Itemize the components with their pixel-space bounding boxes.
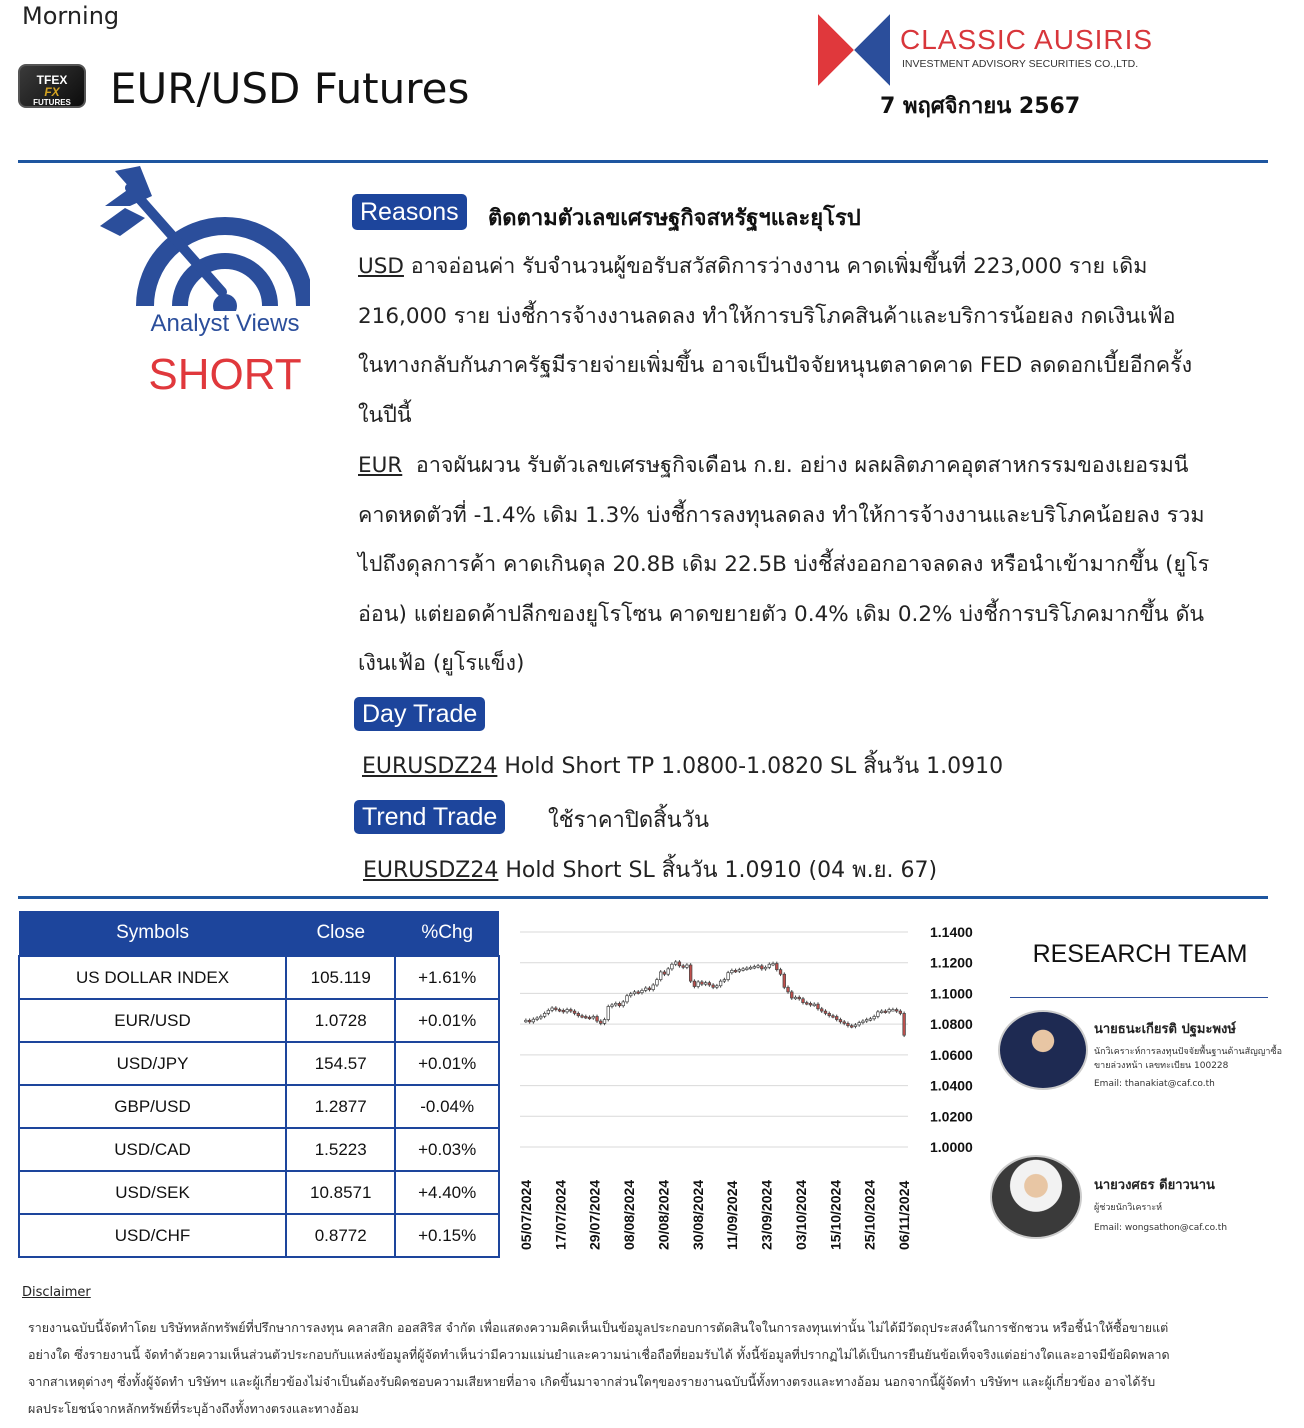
member-1-email: Email: thanakiat@caf.co.th xyxy=(1094,1079,1215,1089)
candle xyxy=(584,1016,587,1018)
trend-trade-text: Hold Short SL สิ้นวัน 1.0910 (04 พ.ย. 67) xyxy=(498,858,938,883)
x-tick-label: 29/07/2024 xyxy=(586,1179,603,1250)
candle xyxy=(749,967,752,969)
usd-reason xyxy=(358,242,1258,440)
eur-line-3: ไปถึงดุลการค้า คาดเกินดุล 20.8B เดิม 22.5B บ่งชี้ส่งออกอาจลดลง หรือนำเข้ามากขึ้น (ยูโร xyxy=(358,552,1210,577)
candle xyxy=(764,967,767,969)
eur-line-2: คาดหดตัวที่ -1.4% เดิม 1.3% บ่งชี้การลงทุนลดลง ทำให้การจ้างงานและบริโภคน้อยลง รวม xyxy=(358,502,1205,528)
cell-close: 0.8772 xyxy=(286,1214,395,1257)
candle xyxy=(622,1002,625,1006)
candle xyxy=(618,1003,621,1005)
candle xyxy=(573,1011,576,1013)
candle xyxy=(775,963,778,969)
tfex-logo-line1: TFEX xyxy=(36,73,68,87)
candle xyxy=(614,1003,617,1005)
candle xyxy=(888,1010,891,1012)
cell-symbol: GBP/USD xyxy=(19,1085,286,1128)
table-row xyxy=(19,999,499,1042)
x-tick-label: 05/07/2024 xyxy=(518,1179,534,1250)
x-tick-label: 03/10/2024 xyxy=(792,1179,809,1250)
candle xyxy=(701,982,704,984)
member-1-role2: ขายล่วงหน้า เลขทะเบียน 100228 xyxy=(1094,1061,1229,1071)
candle xyxy=(899,1011,902,1013)
x-tick-label: 25/10/2024 xyxy=(861,1179,878,1250)
x-tick-label: 06/11/2024 xyxy=(896,1180,912,1250)
candle xyxy=(629,994,632,996)
candle xyxy=(847,1023,850,1025)
cell-symbol: USD/SEK xyxy=(19,1171,286,1214)
table-row xyxy=(19,1171,499,1214)
candle xyxy=(656,980,659,985)
brand-logo-icon xyxy=(818,14,890,86)
cell-chg: -0.04% xyxy=(395,1085,499,1128)
usd-line-1 xyxy=(358,242,1258,292)
member-2-email: Email: wongsathon@caf.co.th xyxy=(1094,1223,1228,1233)
cell-close: 154.57 xyxy=(286,1042,395,1085)
candle xyxy=(671,964,674,969)
candle xyxy=(873,1016,876,1018)
x-tick-label: 11/09/2024 xyxy=(724,1180,741,1250)
table-row xyxy=(19,1128,499,1171)
candle xyxy=(633,992,636,994)
candle xyxy=(712,985,715,987)
candle xyxy=(697,982,700,987)
candle xyxy=(719,981,722,986)
header-close: Close xyxy=(286,911,395,956)
y-tick-label: 1.1000 xyxy=(930,985,973,1002)
candle xyxy=(757,966,760,968)
x-tick-label: 08/08/2024 xyxy=(621,1179,638,1250)
candle xyxy=(794,997,797,999)
cell-close: 1.0728 xyxy=(286,999,395,1042)
candle xyxy=(682,966,685,968)
candle xyxy=(592,1016,595,1018)
candle xyxy=(626,996,629,1002)
candle xyxy=(809,1003,812,1005)
candle xyxy=(525,1020,528,1022)
disclaimer-line-2: อย่างใด ซึ่งรายงานนี้ จัดทำด้วยความเห็นส่วนตัวประกอบกับแหล่งข้อมูลที่ผู้จัดทำเห็นว่ามีความแม่นยำและความน่าเชื่อถือที่ยอมรับได้ ทั้งนี้ข้อมูลที่ปรากฏไม่ได้เป็นการยืนยันข้อเท็จจริงแต่อย่างใดและอาจมีข้อผิดพลาด xyxy=(28,1347,1170,1362)
day-trade-line xyxy=(362,748,1003,783)
edition-label: Morning xyxy=(22,2,120,30)
avatar-member-2 xyxy=(990,1155,1082,1239)
candle xyxy=(536,1018,539,1020)
x-tick-label: 23/09/2024 xyxy=(758,1179,775,1250)
candle xyxy=(641,990,644,992)
candle xyxy=(746,968,749,970)
candle xyxy=(716,986,719,988)
cell-chg: +0.15% xyxy=(395,1214,499,1257)
candle xyxy=(790,992,793,998)
candle xyxy=(731,970,734,972)
disclaimer-line-4: ผลประโยชน์จากหลักทรัพย์ที่ระบุอ้างถึงทั้งทางตรงและทางอ้อม xyxy=(28,1401,359,1416)
candle xyxy=(820,1009,823,1011)
analyst-views-label: Analyst Views xyxy=(150,310,300,337)
cell-chg: +0.01% xyxy=(395,999,499,1042)
trend-trade-symbol: EURUSDZ24 xyxy=(363,858,499,883)
candle xyxy=(892,1010,895,1012)
cell-close: 105.119 xyxy=(286,956,395,999)
candle xyxy=(607,1006,610,1019)
candle xyxy=(686,965,689,967)
tfex-logo-line2: FX xyxy=(44,85,60,99)
candle xyxy=(813,1004,816,1006)
candle xyxy=(787,987,790,992)
table-row xyxy=(19,956,499,999)
cell-chg: +1.61% xyxy=(395,956,499,999)
disclaimer-text xyxy=(28,1314,1238,1422)
analyst-view-value: SHORT xyxy=(148,350,302,399)
candle xyxy=(566,1010,569,1012)
candle xyxy=(644,988,647,990)
y-tick-label: 1.0800 xyxy=(930,1016,973,1033)
member-1-info xyxy=(1094,1018,1294,1091)
candle xyxy=(540,1016,543,1018)
header-symbols: Symbols xyxy=(19,911,286,956)
usd-tag: USD xyxy=(358,254,404,279)
candle xyxy=(753,967,756,969)
candle xyxy=(738,970,741,972)
y-tick-label: 1.0600 xyxy=(930,1046,973,1063)
usd-line-1-text: อาจอ่อนค่า รับจำนวนผู้ขอรับสวัสดิการว่างงาน คาดเพิ่มขึ้นที่ 223,000 ราย เดิม xyxy=(403,254,1148,279)
candle xyxy=(779,970,782,975)
x-tick-label: 20/08/2024 xyxy=(655,1179,672,1250)
content-divider xyxy=(18,896,1268,899)
member-2-info xyxy=(1094,1174,1294,1235)
candle xyxy=(528,1020,531,1022)
candle xyxy=(588,1017,591,1019)
candle xyxy=(659,972,662,980)
candle xyxy=(832,1016,835,1018)
candle xyxy=(850,1026,853,1028)
reasons-heading: ติดตามตัวเลขเศรษฐกิจสหรัฐฯและยุโรป xyxy=(488,206,861,231)
y-tick-label: 1.0400 xyxy=(930,1077,973,1094)
candle xyxy=(723,980,726,982)
trend-trade-note: ใช้ราคาปิดสิ้นวัน xyxy=(548,808,710,833)
usd-line-3: ในทางกลับกันภาครัฐมีรายจ่ายเพิ่มขึ้น อาจเป็นปัจจัยหนุนตลาดคาด FED ลดดอกเบี้ยอีกครั้ง xyxy=(358,353,1193,378)
table-row xyxy=(19,1214,499,1257)
research-team-title: RESEARCH TEAM xyxy=(1032,940,1248,968)
candle xyxy=(558,1010,561,1012)
candle xyxy=(543,1013,546,1016)
member-1-name: นายธนะเกียรติ ปฐมะพงษ์ xyxy=(1094,1022,1236,1037)
candle xyxy=(802,999,805,1003)
y-tick-label: 1.1200 xyxy=(930,954,973,971)
day-trade-symbol: EURUSDZ24 xyxy=(362,754,498,779)
candle xyxy=(577,1013,580,1015)
y-tick-label: 1.0000 xyxy=(930,1139,973,1155)
candle xyxy=(581,1016,584,1018)
brand-name: CLASSIC AUSIRIS xyxy=(900,24,1154,55)
candle xyxy=(667,969,670,974)
cell-symbol: EUR/USD xyxy=(19,999,286,1042)
candle xyxy=(562,1010,565,1012)
candle xyxy=(824,1011,827,1013)
candle xyxy=(551,1008,554,1010)
eur-tag: EUR xyxy=(358,453,403,478)
day-trade-pill: Day Trade xyxy=(354,697,485,731)
member-2-name: นายวงศธร ดียาวนาน xyxy=(1094,1178,1215,1193)
trend-trade-line xyxy=(363,852,937,887)
member-2-role: ผู้ช่วยนักวิเคราะห์ xyxy=(1094,1203,1163,1213)
usd-line-2: 216,000 ราย บ่งชี้การจ้างงานลดลง ทำให้การบริโภคสินค้าและบริการน้อยลง กดเงินเฟ้อ xyxy=(358,303,1176,329)
tfex-logo-line3: FUTURES xyxy=(33,98,71,107)
candle xyxy=(835,1016,838,1019)
header-chg: %Chg xyxy=(395,911,499,956)
candle xyxy=(693,981,696,986)
candle xyxy=(858,1023,861,1025)
candle xyxy=(903,1013,906,1035)
eur-reason xyxy=(358,441,1258,689)
tfex-logo xyxy=(18,64,86,108)
candle xyxy=(772,963,775,965)
avatar-member-1 xyxy=(998,1010,1088,1090)
reasons-pill: Reasons xyxy=(352,194,467,230)
candle xyxy=(884,1011,887,1013)
disclaimer-line-3: จากสาเหตุต่างๆ ซึ่งทั้งผู้จัดทำ บริษัทฯ และผู้เกี่ยวข้องไม่จำเป็นต้องรับผิดชอบความเสียหายที่อาจ เกิดขึ้นมาจากส่วนใดๆของรายงานฉบับนี้ทั้งทางตรงและทางอ้อม นอกจากนี้ผู้จัดทำ บริษัทฯ และผู้เกี่ยวข้อง อาจได้รับ xyxy=(28,1374,1156,1389)
member-1-role: นักวิเคราะห์การลงทุนปัจจัยพื้นฐานด้านสัญญาซื้อ xyxy=(1094,1047,1282,1057)
cell-chg: +0.01% xyxy=(395,1042,499,1085)
candle xyxy=(570,1010,573,1012)
candle xyxy=(798,997,801,999)
candle xyxy=(854,1025,857,1027)
disclaimer-line-1: รายงานฉบับนี้จัดทำโดย บริษัทหลักทรัพย์ที่ปรึกษาการลงทุน คลาสสิก ออสสิริส จำกัด เพื่อแสดงความคิดเห็นเป็นข้อมูลประกอบการตัดสินใจในการลงทุนเท่านั้น ไม่ได้มีวัตถุประสงค์ในการชักชวน หรือชี้นำให้ซื้อขายแต่ xyxy=(28,1320,1169,1335)
x-tick-label: 15/10/2024 xyxy=(827,1179,844,1250)
candle xyxy=(839,1020,842,1022)
candle xyxy=(761,966,764,969)
cell-close: 10.8571 xyxy=(286,1171,395,1214)
candle xyxy=(689,965,692,981)
candle xyxy=(648,988,651,990)
cell-symbol: USD/CHF xyxy=(19,1214,286,1257)
candle xyxy=(843,1022,846,1024)
cell-symbol: USD/CAD xyxy=(19,1128,286,1171)
brand-subtitle: INVESTMENT ADVISORY SECURITIES CO.,LTD. xyxy=(902,58,1139,70)
cell-close: 1.2877 xyxy=(286,1085,395,1128)
cell-symbol: US DOLLAR INDEX xyxy=(19,956,286,999)
candle xyxy=(532,1019,535,1022)
candle xyxy=(783,974,786,987)
eur-line-1 xyxy=(358,441,1258,491)
disclaimer-title: Disclaimer xyxy=(22,1285,91,1300)
cell-close: 1.5223 xyxy=(286,1128,395,1171)
usd-line-4: ในปีนี้ xyxy=(358,402,412,428)
candle xyxy=(734,970,737,972)
candle xyxy=(637,992,640,994)
day-trade-text: Hold Short TP 1.0800-1.0820 SL สิ้นวัน 1.0910 xyxy=(497,754,1004,779)
eur-line-4: อ่อน) แต่ยอดค้าปลีกของยูโรโซน คาดขยายตัว 0.4% เดิม 0.2% บ่งชี้การบริโภคมากขึ้น ดัน xyxy=(358,601,1205,627)
target-arrow-icon xyxy=(100,166,310,311)
x-tick-label: 30/08/2024 xyxy=(689,1179,706,1250)
research-team-divider xyxy=(1010,997,1268,998)
table-row xyxy=(19,1042,499,1085)
candle xyxy=(555,1008,558,1010)
candle xyxy=(603,1020,606,1024)
candle xyxy=(895,1010,898,1012)
candle xyxy=(599,1021,602,1023)
eur-line-5: เงินเฟ้อ (ยูโรแข็ง) xyxy=(358,651,525,676)
candle xyxy=(674,962,677,964)
header-divider xyxy=(18,160,1268,163)
y-tick-label: 1.0200 xyxy=(930,1108,973,1125)
candle xyxy=(652,985,655,990)
report-date: 7 พฤศจิกายน 2567 xyxy=(880,94,1081,119)
candle xyxy=(805,1003,808,1005)
table-header-row xyxy=(19,911,499,956)
page-title: EUR/USD Futures xyxy=(110,64,470,113)
candle xyxy=(727,973,730,980)
cell-symbol: USD/JPY xyxy=(19,1042,286,1085)
candle xyxy=(611,1005,614,1007)
eurusd-candle-chart xyxy=(510,915,990,1260)
y-tick-label: 1.1400 xyxy=(930,924,973,940)
market-table xyxy=(18,911,500,1258)
x-tick-label: 17/07/2024 xyxy=(552,1179,569,1250)
candle xyxy=(547,1010,550,1013)
candle xyxy=(828,1013,831,1015)
candle xyxy=(869,1019,872,1021)
candle xyxy=(708,983,711,985)
candle xyxy=(704,983,707,985)
candle xyxy=(880,1011,883,1013)
candle xyxy=(862,1021,865,1023)
candle xyxy=(742,969,745,971)
eur-line-1-text: อาจผันผวน รับตัวเลขเศรษฐกิจเดือน ก.ย. อย่าง ผลผลิตภาคอุตสาหกรรมของเยอรมนี xyxy=(402,453,1189,478)
candle xyxy=(678,962,681,966)
candle xyxy=(768,964,771,967)
candle xyxy=(663,972,666,974)
candle xyxy=(817,1004,820,1009)
candle xyxy=(596,1016,599,1021)
trend-trade-pill: Trend Trade xyxy=(354,800,505,834)
cell-chg: +0.03% xyxy=(395,1128,499,1171)
candle xyxy=(865,1020,868,1022)
table-row xyxy=(19,1085,499,1128)
candle xyxy=(877,1012,880,1017)
cell-chg: +4.40% xyxy=(395,1171,499,1214)
